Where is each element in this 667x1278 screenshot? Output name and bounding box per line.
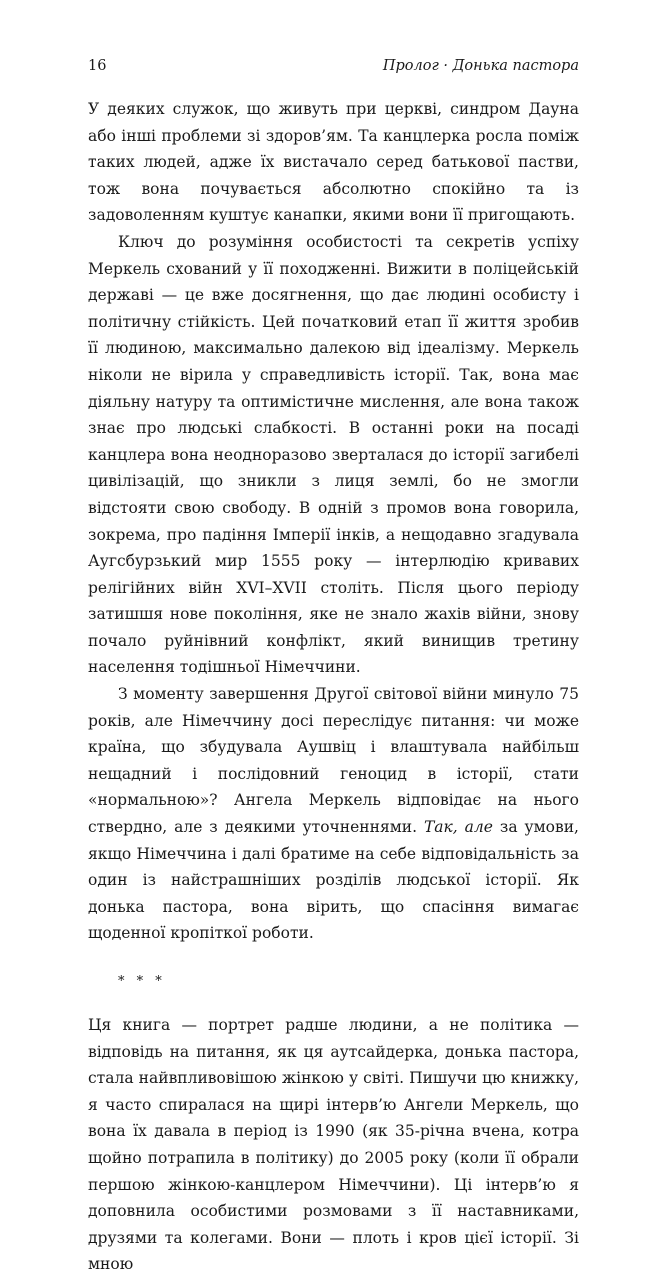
paragraph-3-text-b: за умови, якщо Німеччина і далі братиме на себе відповідальність за один із найстрашніших розділів людської історії. Як донька пастора, вона вірить, що спасіння вимагає щоденної кропіткої роботи. — [88, 818, 579, 943]
page-header — [88, 58, 579, 80]
paragraph-4: Ця книга — портрет радше людини, а не політика — відповідь на питання, як ця аутсайдерка, донька пастора, стала найвпливовішою жінкою у світі. Пишучи цю книжку, я часто спиралася на щирі інтерв’ю Ангели Меркель, що вона їх давала в період із 1990 (як 35-річна вчена, котра щойно потрапила в політику) до 2005 року (коли її обрали першою жінкою-канцлером Німеччини). Ці інтерв’ю я доповнила особистими розмовами з її наставниками, друзями та колегами. Вони — плоть і кров цієї історії. Зі мною — [88, 1016, 579, 1274]
paragraph-2: Ключ до розуміння особистості та секретів успіху Меркель схований у її походженні. Вижити в поліцейській державі — це вже досягнення, що дає людині особисту і політичну стійкість. Цей початковий етап її життя зробив її людиною, максимально далекою від ідеалізму. Меркель ніколи не вірила у справедливість історії. Так, вона має діяльну натуру та оптимістичне мислення, але вона також знає про людські слабкості. В останні роки на посаді канцлера вона неодноразово зверталася до історії загибелі цивілізацій, що зникли з лиця землі, бо не змогли відстояти свою свободу. В одній з промов вона говорила, зокрема, про падіння Імперії інків, а нещодавно згадувала Аугсбурзький мир 1555 року — інтерлюдію кривавих релігійних війн XVI–XVII століть. Після цього періоду затишшя нове покоління, яке не знало жахів війни, знову почало руйнівний конфлікт, який винищив третину населення тодішньої Німеччини. — [88, 232, 579, 677]
body-text — [88, 96, 579, 1278]
paragraph-1: У деяких служок, що живуть при церкві, синдром Дауна або інші проблеми зі здоров’ям. Та канцлерка росла поміж таких людей, адже їх вистачало серед батькової пастви, тож вона почувається абсолютно спокійно та із задоволенням куштує канапки, якими вони її пригощають. — [88, 100, 579, 225]
page-number: 16 — [88, 58, 107, 74]
paragraph-3-text-a: З моменту завершення Другої світової війни минуло 75 років, але Німеччину досі переслідує питання: чи може країна, що збудувала Аушвіц і влаштувала найбільш нещадний і послідовний геноцид в історії, стати «нормальною»? Ангела Меркель відповідає на нього ствердно, але з деякими уточненнями. — [88, 685, 579, 837]
running-title: Пролог · Донька пастора — [382, 58, 579, 74]
paragraph-3-emphasis: Так, але — [423, 818, 493, 837]
section-break-ornament: * * * — [118, 974, 166, 989]
paragraph-3 — [88, 681, 579, 947]
